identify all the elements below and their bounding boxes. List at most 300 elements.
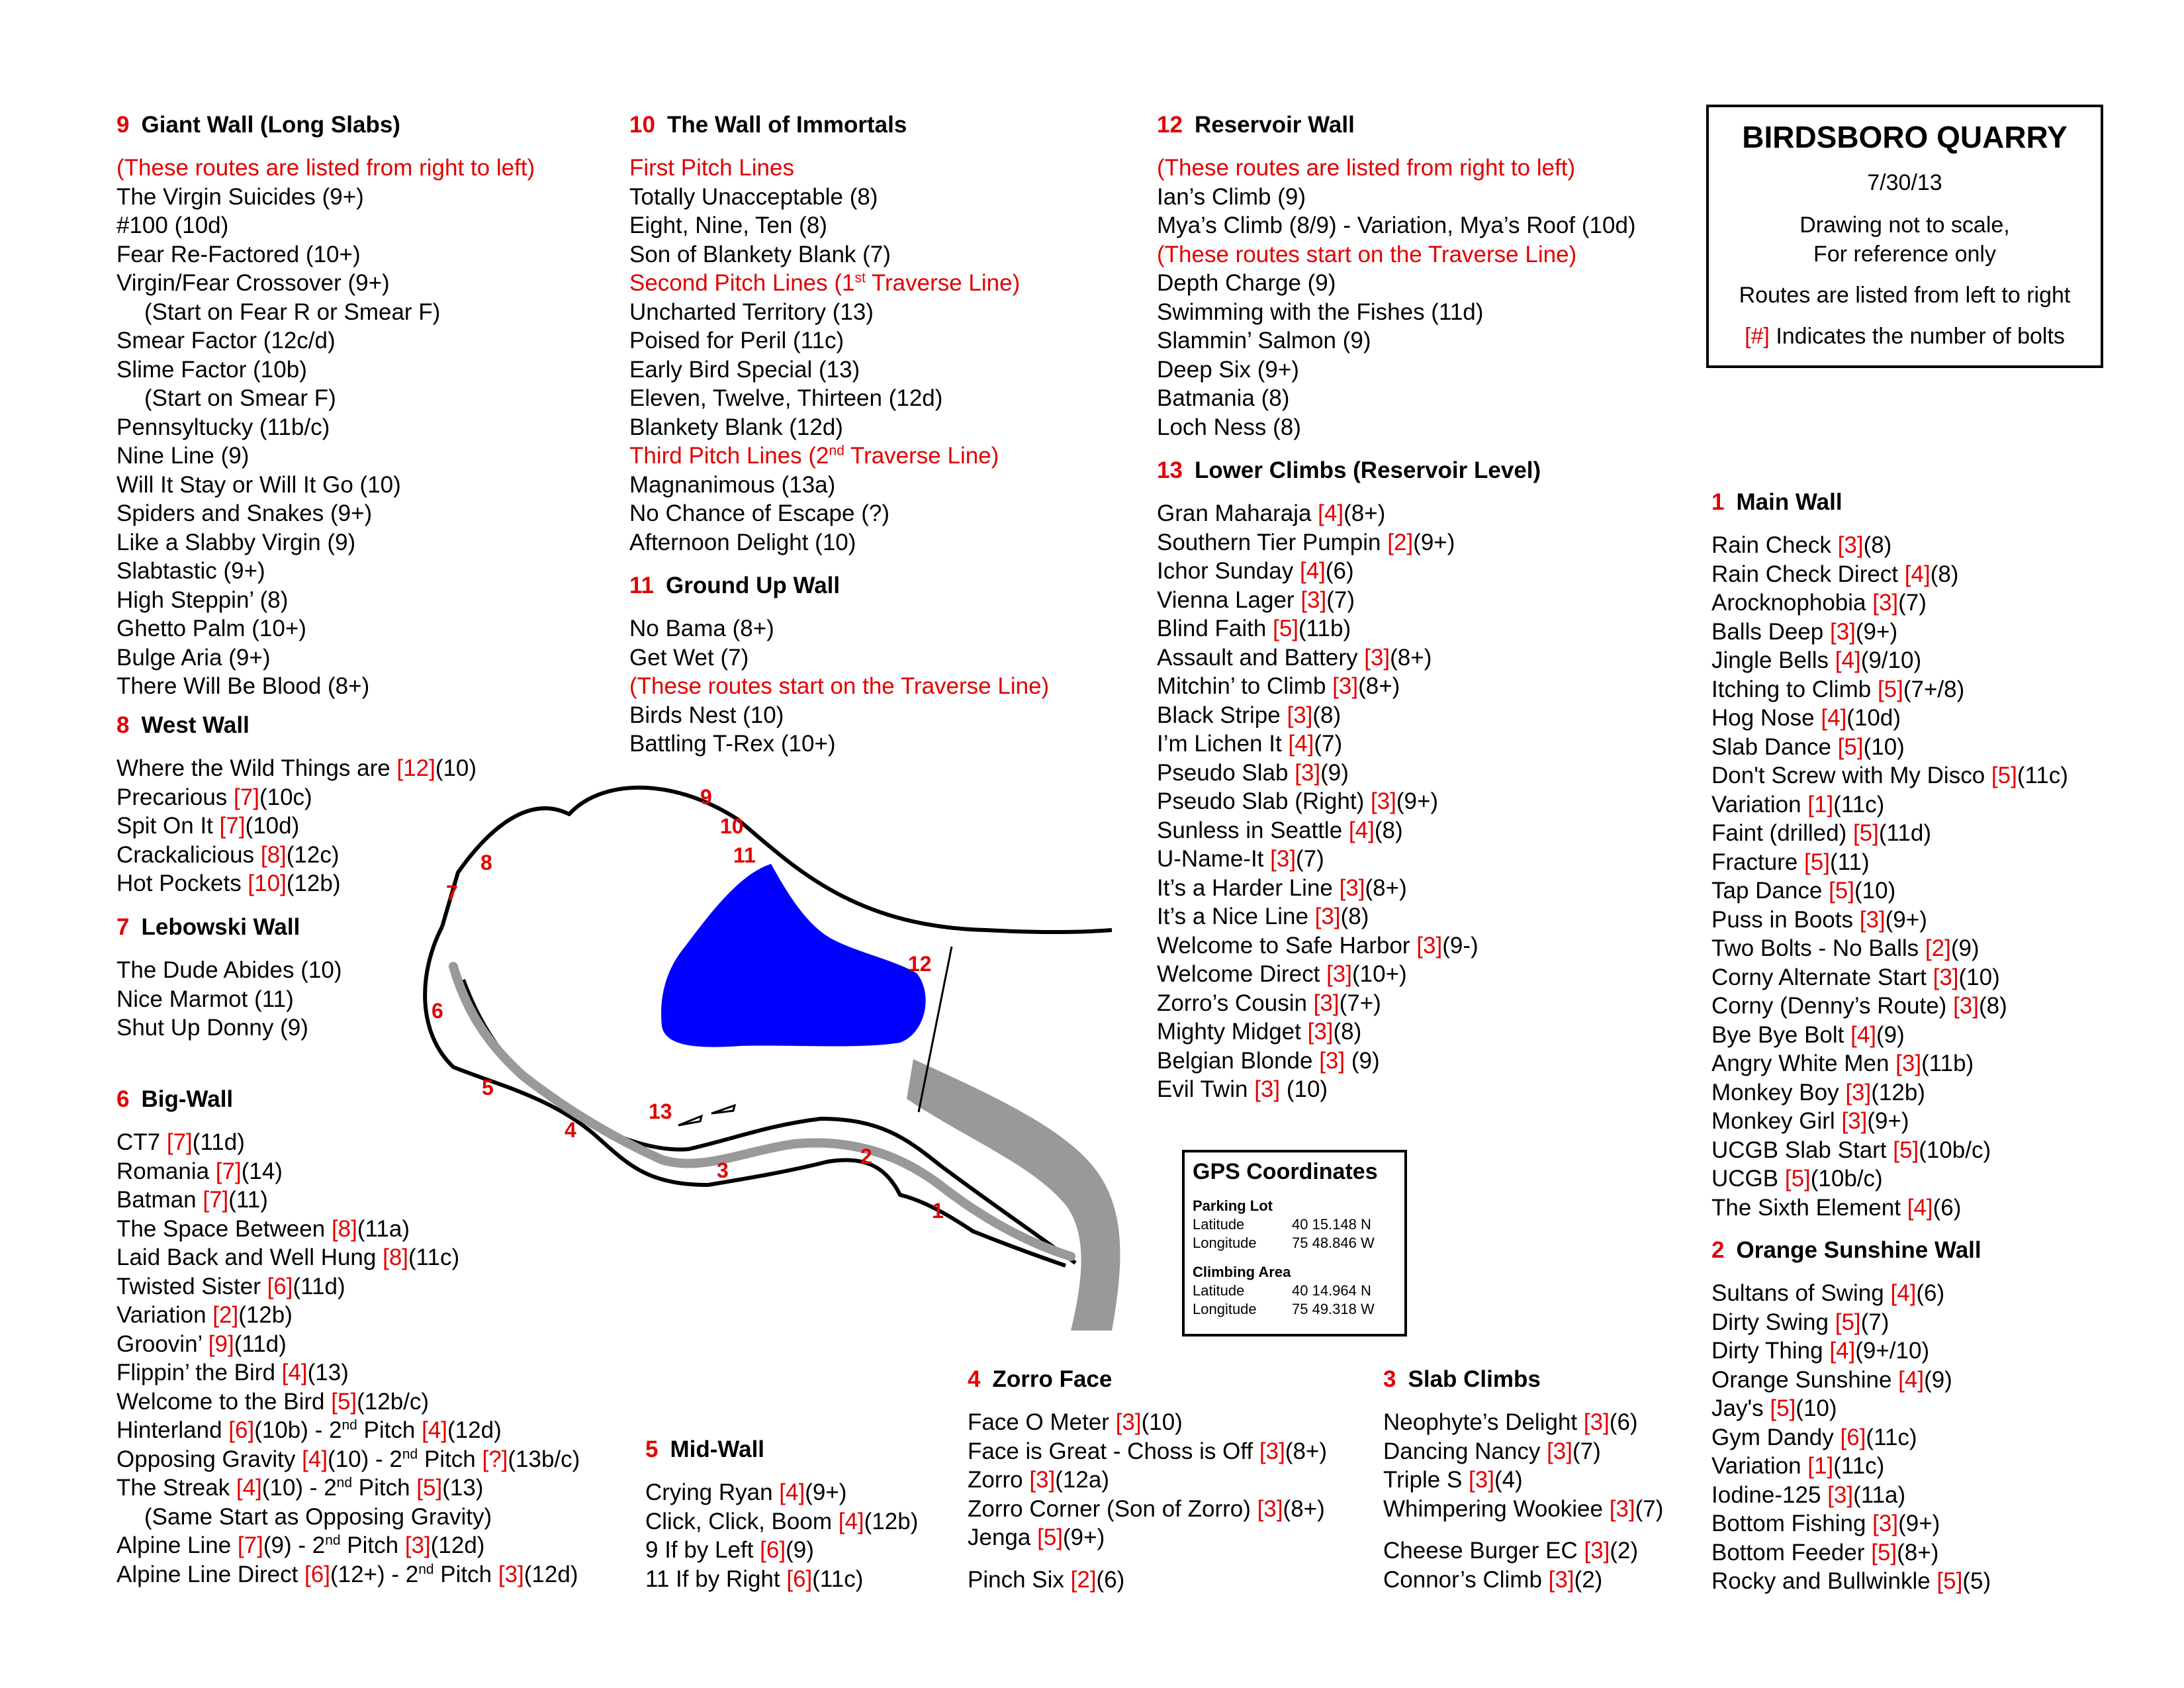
route: The Virgin Suicides (9+): [116, 183, 364, 210]
bolt-count: [4]: [1318, 500, 1344, 526]
bolt-count: [1]: [1807, 791, 1834, 818]
route: Batmania (8): [1157, 385, 1290, 411]
route: Variation [1](11c): [1711, 791, 1885, 818]
bolt-count: [4]: [1907, 1194, 1933, 1221]
order-note: Routes are listed from left to right: [1739, 283, 2071, 308]
route: Battling T-Rex (10+): [629, 731, 836, 757]
bolt-count: [3]: [1300, 586, 1327, 613]
route: Mighty Midget [3](8): [1157, 1019, 1362, 1045]
route: Black Stripe [3](8): [1157, 702, 1342, 728]
route: Vienna Lager [3](7): [1157, 586, 1355, 613]
route: Jay's [5](10): [1711, 1395, 1837, 1421]
bolt-count: [4]: [1299, 558, 1326, 584]
section-10-wall-of-immortals: [629, 111, 1020, 557]
route: Balls Deep [3](9+): [1711, 618, 1898, 645]
bolt-count: [9]: [208, 1331, 234, 1357]
route: Pseudo Slab (Right) [3](9+): [1157, 788, 1439, 814]
bolt-count: [5]: [1835, 1309, 1861, 1335]
lat-value: 40 14.964 N: [1292, 1282, 1371, 1299]
bolt-count: [5]: [1893, 1137, 1919, 1163]
route: Son of Blankety Blank (7): [629, 241, 891, 267]
section-number: 5: [645, 1436, 659, 1462]
route: Slabtastic (9+): [116, 558, 265, 584]
section-header: [1711, 489, 2068, 516]
map-title: BIRDSBORO QUARRY: [1742, 120, 2068, 154]
bolt-count: [3]: [1314, 904, 1341, 929]
section-number: 9: [116, 112, 130, 138]
bolt-count: [4]: [1850, 1021, 1877, 1048]
route: Gran Maharaja [4](8+): [1157, 500, 1386, 526]
bolt-count: [3]: [1953, 993, 1979, 1019]
route: Slammin’ Salmon (9): [1157, 328, 1371, 353]
bolt-count: [5]: [1837, 733, 1864, 760]
route: Shut Up Donny (9): [116, 1015, 308, 1041]
route: The Dude Abides (10): [116, 957, 342, 983]
bolt-count: [3]: [1872, 1511, 1899, 1536]
section-header: [629, 111, 1020, 139]
lon-label: Longitude: [1193, 1301, 1257, 1317]
route: Crying Ryan [4](9+): [645, 1479, 847, 1505]
bolt-count: [6]: [267, 1273, 293, 1299]
route-note: (Start on Fear R or Smear F): [144, 299, 441, 325]
route: Swimming with the Fishes (11d): [1157, 299, 1484, 325]
route: Uncharted Territory (13): [629, 299, 874, 325]
section-header: [968, 1366, 1327, 1393]
bolt-count: [5]: [1871, 1539, 1897, 1566]
pitch-group-label: First Pitch Lines: [629, 155, 794, 181]
bolt-count: [7]: [215, 1158, 242, 1184]
section-3-slab-climbs: [1383, 1366, 1663, 1594]
route-alpine-line: Alpine Line [7](9) - 2nd Pitch [3](12d): [116, 1532, 485, 1558]
bolt-count: [7]: [166, 1129, 193, 1155]
bolt-count: [7]: [234, 784, 259, 810]
bolt-count: [4]: [1288, 731, 1314, 757]
route: Eight, Nine, Ten (8): [629, 212, 827, 238]
lon-value: 75 48.846 W: [1292, 1235, 1375, 1251]
section-header: [116, 712, 477, 739]
route: Bottom Fishing [3](9+): [1711, 1511, 1940, 1536]
route: U-Name-It [3](7): [1157, 846, 1324, 872]
route-list: [1383, 1408, 1663, 1523]
route: Rocky and Bullwinkle [5](5): [1711, 1568, 1991, 1594]
route: I’m Lichen It [4](7): [1157, 731, 1343, 757]
bolt-count: [3]: [1257, 1495, 1283, 1522]
bolt-count: [3]: [1547, 1438, 1572, 1464]
bolt-count: [5]: [1877, 676, 1903, 702]
bolt-count: [5]: [1273, 616, 1299, 641]
lat-label: Latitude: [1193, 1282, 1245, 1299]
map-label-13: 13: [649, 1100, 672, 1123]
route: #100 (10d): [116, 212, 229, 238]
route: Corny (Denny’s Route) [3](8): [1711, 993, 2007, 1019]
section-number: 13: [1157, 457, 1183, 483]
route: Sultans of Swing [4](6): [1711, 1280, 1945, 1306]
parking-latitude: [1193, 1215, 1396, 1234]
route: Tap Dance [5](10): [1711, 878, 1896, 904]
route: Belgian Blonde [3] (9): [1157, 1047, 1380, 1074]
route: Twisted Sister [6](11d): [116, 1273, 345, 1299]
route: The Space Between [8](11a): [116, 1215, 410, 1242]
map-label-8: 8: [480, 851, 492, 874]
route-list: [1157, 499, 1541, 1104]
section-number: 10: [629, 112, 655, 138]
section-5-mid-wall: [645, 1436, 918, 1593]
section-header: [1157, 111, 1636, 139]
section-7-lebowski-wall: [116, 914, 341, 1043]
section-11-ground-up-wall: [629, 572, 1049, 759]
climbing-latitude: [1193, 1282, 1396, 1300]
bolt-count: [3]: [1319, 1047, 1345, 1074]
bolt-count: [3]: [1469, 1467, 1494, 1493]
bolt-count: [5]: [1991, 763, 2017, 788]
section-title: Slab Climbs: [1408, 1366, 1541, 1392]
route: Nine Line (9): [116, 443, 250, 469]
bolt-count: [3]: [1829, 618, 1856, 645]
map-label-2: 2: [860, 1145, 872, 1168]
bolt-count: [6]: [1840, 1424, 1866, 1450]
route: Blind Faith [5](11b): [1157, 616, 1351, 641]
route: 9 If by Left [6](9): [645, 1537, 814, 1563]
bolt-count: [1]: [1807, 1453, 1834, 1479]
bolt-count: [3]: [1254, 1076, 1281, 1102]
section-number: 6: [116, 1086, 130, 1112]
route: Whimpering Wookiee [3](7): [1383, 1495, 1664, 1522]
bolt-count: [7]: [203, 1187, 229, 1213]
bolt-count: [3]: [1115, 1409, 1142, 1435]
route: Gym Dandy [6](11c): [1711, 1424, 1917, 1450]
bolt-count: [3]: [1872, 590, 1899, 616]
bolt-count: [4]: [779, 1479, 805, 1505]
route: Corny Alternate Start [3](10): [1711, 964, 2000, 990]
section-note: (These routes start on the Traverse Line): [1157, 241, 1577, 267]
route: Early Bird Special (13): [629, 356, 860, 383]
bolt-count: [8]: [331, 1215, 357, 1242]
route: Bye Bye Bolt [4](9): [1711, 1021, 1905, 1048]
route: Click, Click, Boom [4](12b): [645, 1508, 919, 1534]
bolt-count: [3]: [1416, 932, 1443, 959]
route: Angry White Men [3](11b): [1711, 1051, 1974, 1076]
route: No Bama (8+): [629, 616, 774, 641]
route: UCGB Slab Start [5](10b/c): [1711, 1137, 1991, 1163]
section-8-west-wall: [116, 712, 477, 898]
route-alpine-line-direct: Alpine Line Direct [6](12+) - 2nd Pitch [3](12d): [116, 1561, 578, 1587]
route: Mitchin’ to Climb [3](8+): [1157, 673, 1400, 699]
route: Depth Charge (9): [1157, 270, 1336, 296]
bolt-count: [12]: [396, 755, 435, 781]
route: Get Wet (7): [629, 644, 749, 671]
route: Zorro’s Cousin [3](7+): [1157, 990, 1381, 1016]
bolt-count: [3]: [1837, 532, 1864, 558]
route: Deep Six (9+): [1157, 356, 1299, 383]
route: 11 If by Right [6](11c): [645, 1566, 864, 1592]
route: The Sixth Element [4](6): [1711, 1194, 1962, 1221]
route: Smear Factor (12c/d): [116, 328, 336, 353]
section-title: Ground Up Wall: [666, 573, 841, 598]
bolt-count: [3]: [1895, 1051, 1922, 1076]
section-number: 4: [968, 1366, 981, 1392]
route: Pseudo Slab [3](9): [1157, 759, 1349, 786]
bolt-count: [3]: [1270, 846, 1297, 872]
legend-text: Indicates the number of bolts: [1769, 324, 2065, 349]
route: UCGB [5](10b/c): [1711, 1166, 1883, 1192]
route: Loch Ness (8): [1157, 414, 1301, 440]
route: Virgin/Fear Crossover (9+): [116, 270, 390, 296]
map-label-1: 1: [932, 1199, 944, 1223]
lon-value: 75 49.318 W: [1292, 1301, 1375, 1317]
bolt-count: [6]: [760, 1537, 786, 1563]
section-number: 1: [1711, 489, 1725, 515]
bolt-count: [4]: [1904, 561, 1931, 587]
legend: [1709, 322, 2101, 351]
bolt-count: [4]: [1835, 647, 1861, 673]
bolt-count: [3]: [1313, 990, 1340, 1016]
bolt-count: [5]: [1804, 849, 1830, 875]
route-hinterland: Hinterland [6](10b) - 2nd Pitch [4](12d): [116, 1417, 502, 1443]
route: Triple S [3](4): [1383, 1467, 1523, 1493]
bolt-count: [4]: [1890, 1280, 1917, 1306]
bolt-count: [5]: [1770, 1395, 1796, 1421]
bolt-count: [5]: [1037, 1524, 1064, 1550]
route: Will It Stay or Will It Go (10): [116, 471, 401, 498]
bolt-count: [3]: [1609, 1495, 1635, 1522]
route-list: [116, 754, 477, 898]
route: Flippin’ the Bird [4](13): [116, 1360, 349, 1385]
pitch-group-label: Third Pitch Lines (2nd Traverse Line): [629, 443, 999, 469]
bolt-count: [2]: [1387, 529, 1414, 555]
route: Ghetto Palm (10+): [116, 616, 306, 641]
route: Crackalicious [8](12c): [116, 841, 340, 868]
section-number: 12: [1157, 112, 1183, 138]
route: Evil Twin [3] (10): [1157, 1076, 1328, 1102]
route: Cheese Burger EC [3](2): [1383, 1538, 1639, 1564]
route: Ian’s Climb (9): [1157, 183, 1306, 210]
route-list: [1711, 1279, 1991, 1596]
title-box: [1706, 105, 2103, 368]
map-label-12: 12: [908, 952, 932, 976]
bolt-count: [3]: [1307, 1019, 1334, 1045]
section-note: (These routes start on the Traverse Line): [629, 673, 1050, 699]
route: Fracture [5](11): [1711, 849, 1870, 875]
route: Face is Great - Choss is Off [3](8+): [968, 1438, 1328, 1464]
route: Orange Sunshine [4](9): [1711, 1366, 1952, 1393]
bolt-count: [2]: [1070, 1566, 1097, 1593]
map-label-10: 10: [720, 814, 744, 838]
bolt-count: [3]: [1364, 644, 1390, 671]
section-header: [116, 914, 341, 941]
bolt-count: [3]: [1933, 964, 1959, 990]
route: Rain Check [3](8): [1711, 532, 1892, 558]
section-title: Lower Climbs (Reservoir Level): [1194, 457, 1541, 483]
route: Sunless in Seattle [4](8): [1157, 817, 1403, 843]
section-title: West Wall: [141, 712, 250, 738]
section-number: 8: [116, 712, 130, 738]
route: Bottom Feeder [5](8+): [1711, 1539, 1939, 1566]
route: Welcome to Safe Harbor [3](9-): [1157, 932, 1479, 959]
route: Face O Meter [3](10): [968, 1409, 1183, 1435]
scale-note: Drawing not to scale,: [1799, 212, 2010, 238]
route: Two Bolts - No Balls [2](9): [1711, 935, 1979, 961]
bolt-count: [7]: [219, 813, 246, 839]
route: Faint (drilled) [5](11d): [1711, 820, 1931, 846]
route: Nice Marmot (11): [116, 986, 294, 1012]
route: Blankety Blank (12d): [629, 414, 843, 440]
section-1-main-wall: [1711, 489, 2068, 1222]
section-number: 3: [1383, 1366, 1396, 1392]
climbing-area-label: Climbing Area: [1193, 1264, 1291, 1280]
route: Neophyte’s Delight [3](6): [1383, 1409, 1638, 1435]
bolt-count: [5]: [1784, 1166, 1811, 1192]
bolt-count: [3]: [1548, 1566, 1574, 1593]
map-label-5: 5: [482, 1076, 494, 1100]
section-title: Orange Sunshine Wall: [1736, 1237, 1981, 1263]
section-header: [1157, 457, 1541, 485]
route: Eleven, Twelve, Thirteen (12d): [629, 385, 943, 411]
route: Hot Pockets [10](12b): [116, 870, 341, 896]
bolt-count: [4]: [1829, 1338, 1856, 1364]
bolt-count: [4]: [1348, 817, 1375, 843]
bolt-count: [5]: [1829, 878, 1854, 904]
section-header: [645, 1436, 918, 1464]
access-road: [907, 1059, 1120, 1331]
route: Batman [7](11): [116, 1187, 268, 1213]
route: Laid Back and Well Hung [8](11c): [116, 1244, 460, 1270]
route: Dirty Swing [5](7): [1711, 1309, 1889, 1335]
reference-note: For reference only: [1813, 242, 1996, 267]
route-note: (Same Start as Opposing Gravity): [144, 1503, 492, 1530]
route: Itching to Climb [5](7+/8): [1711, 676, 1965, 702]
section-title: Reservoir Wall: [1194, 112, 1355, 138]
route-list: [968, 1408, 1327, 1552]
bolt-count: [2]: [212, 1302, 239, 1328]
route-list: [968, 1566, 1327, 1595]
bolt-count: [3]: [1295, 759, 1321, 786]
bolt-count: [3]: [1326, 961, 1352, 987]
route: Arocknophobia [3](7): [1711, 590, 1927, 616]
route: Slab Dance [5](10): [1711, 733, 1905, 760]
route: It’s a Harder Line [3](8+): [1157, 874, 1407, 901]
route: Totally Unacceptable (8): [629, 183, 878, 210]
section-number: 7: [116, 914, 130, 940]
map-label-4: 4: [565, 1118, 576, 1142]
section-title: Main Wall: [1736, 489, 1843, 515]
route: Variation [1](11c): [1711, 1453, 1885, 1479]
bolt-count: [3]: [1827, 1481, 1854, 1508]
bolt-count: [10]: [248, 870, 287, 896]
gps-title: GPS Coordinates: [1193, 1159, 1378, 1184]
route-list: [1383, 1536, 1663, 1594]
route: Pennsyltucky (11b/c): [116, 414, 330, 440]
section-4-zorro-face: [968, 1366, 1327, 1594]
route: Variation [2](12b): [116, 1302, 293, 1328]
route: No Chance of Escape (?): [629, 500, 889, 526]
bolt-count: [4]: [838, 1508, 864, 1534]
pitch-group-label: Second Pitch Lines (1st Traverse Line): [629, 270, 1021, 296]
bolt-count: [3]: [1029, 1467, 1056, 1493]
section-9-giant-wall: [116, 111, 535, 701]
bolt-count: [3]: [1287, 702, 1313, 728]
route-list: [645, 1478, 918, 1593]
lon-label: Longitude: [1193, 1235, 1257, 1251]
reservoir: [661, 864, 926, 1047]
map-date: 7/30/13: [1867, 170, 1942, 195]
route: Groovin’ [9](11d): [116, 1331, 287, 1357]
map-label-6: 6: [432, 999, 443, 1023]
route: Assault and Battery [3](8+): [1157, 644, 1432, 671]
lat-value: 40 15.148 N: [1292, 1216, 1371, 1233]
route: Ichor Sunday [4](6): [1157, 558, 1354, 584]
section-header: [1383, 1366, 1663, 1393]
section-13-lower-climbs: [1157, 457, 1541, 1104]
bolt-count: [4]: [1898, 1366, 1925, 1393]
bolt-count: [3]: [1339, 874, 1365, 901]
bolt-count: [3]: [1259, 1438, 1285, 1464]
bolt-count: [5]: [331, 1388, 357, 1415]
route: Spiders and Snakes (9+): [116, 500, 373, 526]
route: Slime Factor (10b): [116, 356, 307, 383]
bolt-count: [3]: [1583, 1409, 1610, 1435]
route-note: (Start on Smear F): [144, 385, 336, 411]
parking-lot-label: Parking Lot: [1193, 1197, 1273, 1214]
route-the-streak: The Streak [4](10) - 2nd Pitch [5](13): [116, 1475, 484, 1501]
section-title: Mid-Wall: [670, 1436, 765, 1462]
route: Southern Tier Pumpin [2](9+): [1157, 529, 1455, 555]
route: Pinch Six [2](6): [968, 1566, 1125, 1593]
bolt-count: [3]: [1370, 788, 1396, 814]
map-label-3: 3: [717, 1158, 729, 1182]
bolt-count: [3]: [1584, 1538, 1610, 1564]
route: Magnanimous (13a): [629, 471, 836, 498]
map-features: [678, 1105, 735, 1125]
route: Zorro [3](12a): [968, 1467, 1109, 1493]
route: Monkey Boy [3](12b): [1711, 1079, 1925, 1105]
route: Jingle Bells [4](9/10): [1711, 647, 1922, 673]
route: Where the Wild Things are [12](10): [116, 755, 477, 781]
route-list: [116, 1128, 580, 1416]
section-title: The Wall of Immortals: [666, 112, 907, 138]
map-label-11: 11: [733, 843, 756, 867]
route: Like a Slabby Virgin (9): [116, 529, 356, 555]
section-title: Big-Wall: [141, 1086, 234, 1112]
bolt-count: [8]: [383, 1244, 409, 1270]
route: Jenga [5](9+): [968, 1524, 1105, 1550]
route: There Will Be Blood (8+): [116, 673, 370, 699]
route: Welcome Direct [3](10+): [1157, 961, 1407, 987]
bolt-count: [4]: [281, 1360, 308, 1385]
bolt-count: [5]: [1852, 820, 1879, 846]
bolt-count: [3]: [1845, 1079, 1872, 1105]
route: Zorro Corner (Son of Zorro) [3](8+): [968, 1495, 1325, 1522]
route: Mya’s Climb (8/9) - Variation, Mya’s Roof (10d): [1157, 212, 1636, 238]
bolt-count: [3]: [1841, 1108, 1868, 1134]
route: Dirty Thing [4](9+/10): [1711, 1338, 1930, 1364]
route: It’s a Nice Line [3](8): [1157, 904, 1369, 929]
section-title: Lebowski Wall: [141, 914, 300, 940]
route-list: [1711, 531, 2068, 1222]
bolt-count: [8]: [260, 841, 287, 868]
route: Bulge Aria (9+): [116, 644, 271, 671]
route: Puss in Boots [3](9+): [1711, 906, 1927, 933]
route: Spit On It [7](10d): [116, 813, 300, 839]
section-number: 11: [629, 573, 654, 598]
bolt-count: [5]: [1936, 1568, 1963, 1594]
bolt-count: [3]: [1332, 673, 1359, 699]
route: Romania [7](14): [116, 1158, 283, 1184]
route: Birds Nest (10): [629, 702, 784, 728]
route: High Steppin’ (8): [116, 586, 289, 613]
section-note: (These routes are listed from right to left): [1157, 155, 1576, 181]
legend-key: [#]: [1745, 324, 1770, 349]
section-2-orange-sunshine-wall: [1711, 1237, 1991, 1596]
